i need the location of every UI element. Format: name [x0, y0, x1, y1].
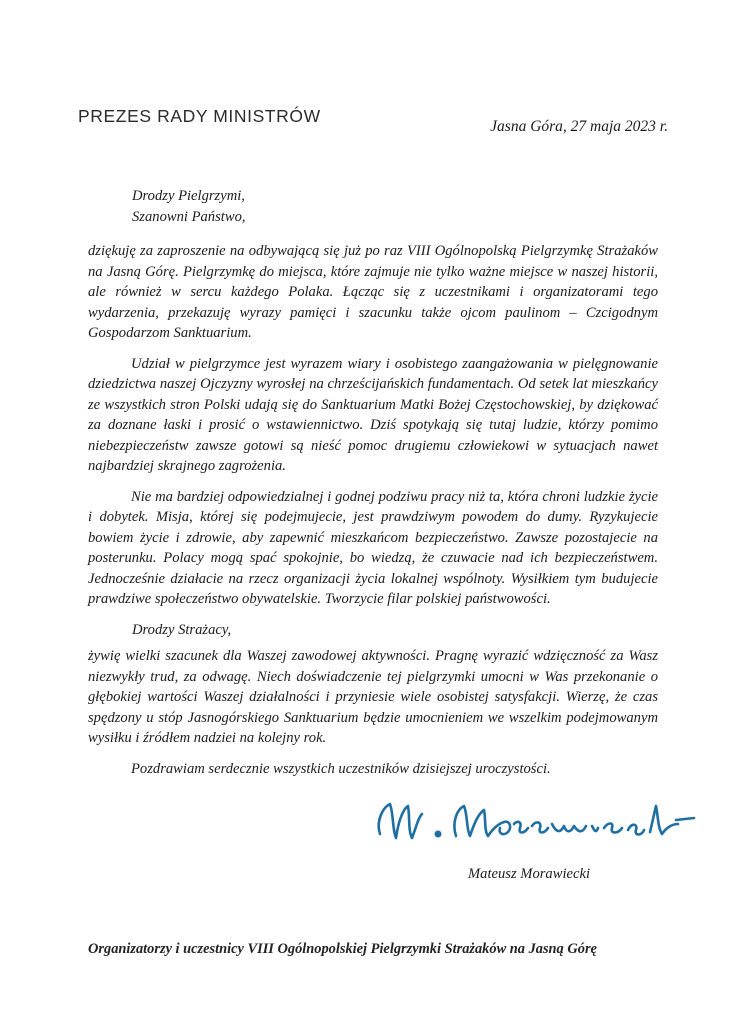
paragraph-3: Nie ma bardziej odpowiedzialnej i godnej podziwu pracy niż ta, która chroni ludzkie życie i dobytek. Misja, której się podejmujecie, jest prawdziwym powodem do dumy. Ryzykujecie bowiem życie i zdrowie, aby zapewnić mieszkańcom bezpieczeństwo. Zawsze pozostajecie na posterunku. Polacy mogą spać spokojnie, bo wiedzą, że czuwacie nad ich bezpieczeństwem. Jednocześnie działacie na rzecz organizacji życia lokalnej wspólnoty. Wysiłkiem tym budujecie prawdziwe społeczeństwo obywatelskie. Tworzycie filar polskiej państwowości.: [88, 488, 658, 607]
addressee-footer: Organizatorzy i uczestnicy VIII Ogólnopolskiej Pielgrzymki Strażaków na Jasną Górę: [88, 941, 597, 957]
letter-body: [88, 186, 658, 779]
signer-name: Mateusz Morawiecki: [468, 866, 590, 882]
place-date: Jasna Góra, 27 maja 2023 r.: [490, 118, 668, 135]
paragraph-1: dziękuję za zaproszenie na odbywającą się już po raz VIII Ogólnopolską Pielgrzymkę Strażaków na Jasną Górę. Pielgrzymkę do miejsca, które zajmuje nie tylko ważne miejsce w naszej historii, ale również w sercu każdego Polaka. Łącząc się z uczestnikami i organizatorami tego wydarzenia, przekazuję wyrazy pamięci i szacunku także ojcom paulinom – Czcigodnym Gospodarzom Sanktuarium.: [88, 243, 658, 341]
greeting-pilgrims: Drodzy Pielgrzymi,: [132, 188, 245, 204]
paragraph-4: żywię wielki szacunek dla Waszej zawodowej aktywności. Pragnę wyrazić wdzięczność za Wasz niezwykły trud, za odwagę. Niech doświadczenie tej pielgrzymki umocni w Was przekonanie o głębokiej wartości Waszej działalności i przyniesie wiele osobistej satysfakcji. Wierzę, że czas spędzony u stóp Jasnogórskiego Sanktuarium będzie umocnieniem we wszelkim podejmowanym wysiłku i źródłem nadziei na kolejny rok.: [88, 648, 658, 746]
greeting-ladies-gentlemen: Szanowni Państwo,: [132, 208, 246, 225]
closing-line: Pozdrawiam serdecznie wszystkich uczestników dzisiejszej uroczystości.: [131, 760, 551, 777]
paragraph-2: Udział w pielgrzymce jest wyrazem wiary i osobistego zaangażowania w pielęgnowanie dziedzictwa naszej Ojczyzny wyrosłej na chrześcijańskich fundamentach. Od setek lat mieszkańcy ze wszystkich stron Polski udają się do Sanktuarium Matki Bożej Częstochowskiej, by dziękować za doznane łaski i prosić o wstawiennictwo. Dziś spotykają się tutaj ludzie, którzy pomimo niebezpieczeństw zawsze gotowi są nieść pomoc drugiemu człowiekowi w sytuacjach nawet najbardziej skrajnego zagrożenia.: [88, 355, 658, 474]
salutation-firefighters: Drodzy Strażacy,: [132, 621, 232, 638]
letterhead-office: PREZES RADY MINISTRÓW: [78, 106, 321, 126]
handwritten-signature: [372, 794, 702, 850]
